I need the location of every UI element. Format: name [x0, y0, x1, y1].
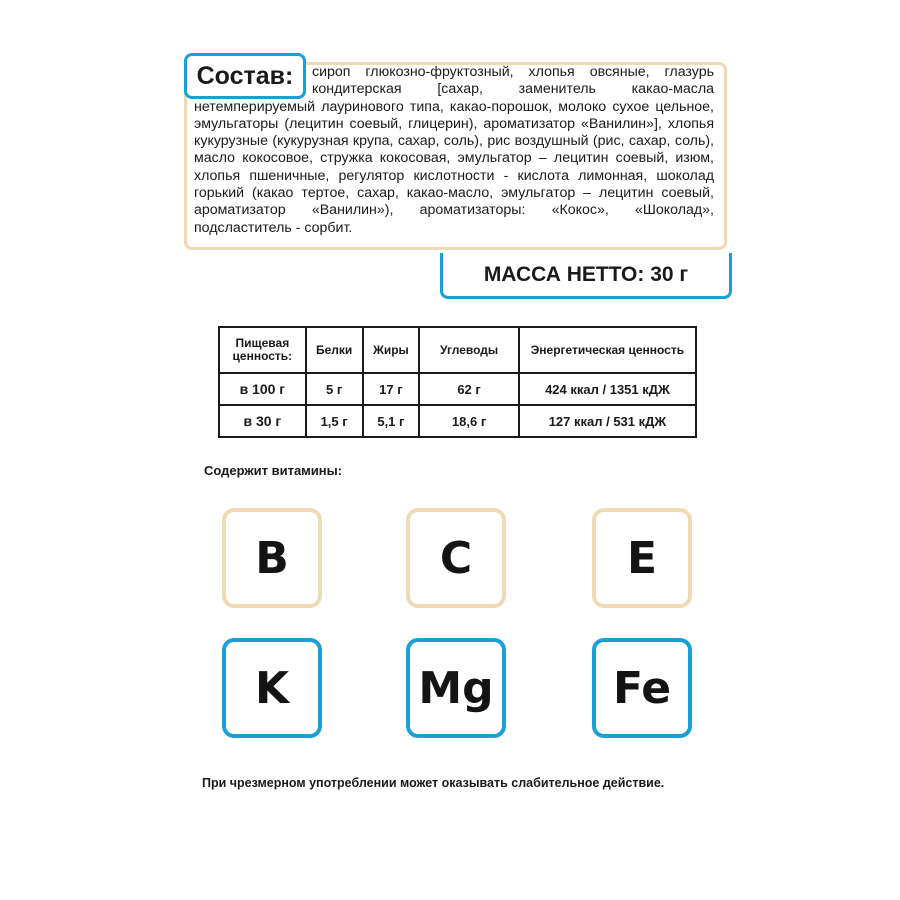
nutrition-cell: 127 ккал / 531 кДЖ	[519, 405, 696, 437]
nutrition-cell: 62 г	[419, 373, 519, 405]
nutrition-header-cell: Углеводы	[419, 327, 519, 373]
nutrition-row	[219, 405, 696, 437]
nutrition-cell: 18,6 г	[419, 405, 519, 437]
nutrition-header-cell: Жиры	[363, 327, 420, 373]
nutrition-cell: 17 г	[363, 373, 420, 405]
nutrition-cell: в 30 г	[219, 405, 306, 437]
composition-ingredients: сироп глюкозно-фруктозный, хлопья овсяные, глазурь кондитерская [сахар, заменитель какао-масла нетемперируемый лауринового типа, какао-порошок, молоко сухое цельное, эмульгаторы (лецитин соевый, глицерин), ароматизатор «Ванилин»], хлопья кукурузные (кукурузная крупа, сахар, соль), рис воздушный (рис, сахар, соль), масло кокосовое, стружка кокосовая, эмульгатор – лецитин соевый, изюм, хлопья пшеничные, регулятор кислотности - кислота лимонная, шоколад горький (какао тертое, сахар, какао-масло, эмульгатор – лецитин соевый, ароматизатор «Ванилин»), ароматизаторы: «Кокос», «Шоколад», подсластитель - сорбит.	[194, 64, 714, 236]
vitamin-tile-b: B	[222, 508, 322, 608]
nutrition-cell: 5,1 г	[363, 405, 420, 437]
vitamin-tile-e: E	[592, 508, 692, 608]
laxative-warning: При чрезмерном употреблении может оказывать слабительное действие.	[202, 776, 665, 790]
net-weight-label: МАССА НЕТТО: 30 г	[440, 253, 732, 299]
nutrition-header-cell: Пищевая ценность:	[219, 327, 306, 373]
vitamins-label: Содержит витамины:	[204, 463, 343, 478]
vitamin-tile-c: C	[406, 508, 506, 608]
nutrition-cell: в 100 г	[219, 373, 306, 405]
mineral-tile-k: K	[222, 638, 322, 738]
nutrition-table	[218, 326, 697, 438]
composition-title: Состав:	[184, 53, 306, 99]
nutrition-row	[219, 373, 696, 405]
nutrition-header-cell: Энергетическая ценность	[519, 327, 696, 373]
mineral-tile-fe: Fe	[592, 638, 692, 738]
nutrition-header-row	[219, 327, 696, 373]
mineral-tile-mg: Mg	[406, 638, 506, 738]
nutrition-cell: 424 ккал / 1351 кДЖ	[519, 373, 696, 405]
nutrition-cell: 1,5 г	[306, 405, 363, 437]
nutrition-header-cell: Белки	[306, 327, 363, 373]
nutrition-cell: 5 г	[306, 373, 363, 405]
